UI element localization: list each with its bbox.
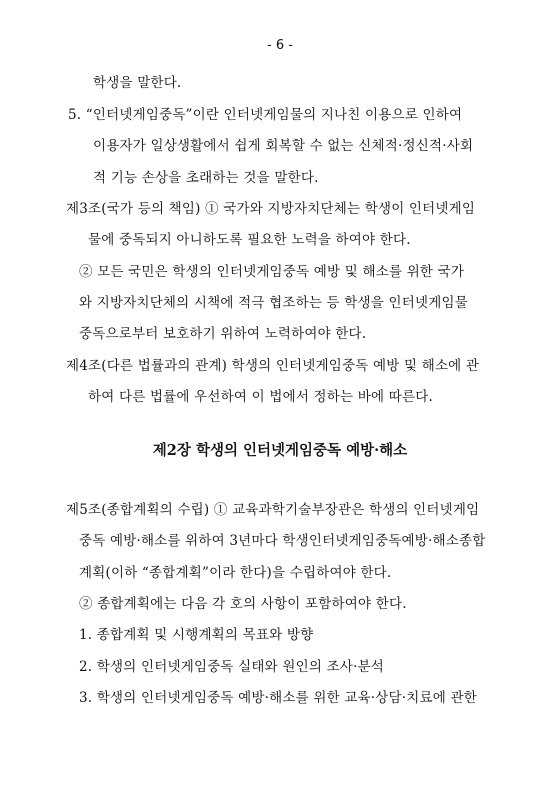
article-4-heading: 제4조(다른 법률과의 관계) 학생의 인터넷게임중독 예방 및 해소에 관 xyxy=(66,358,480,374)
page-number: - 6 - xyxy=(267,38,293,53)
article-3-paragraph-2: ② 모든 국민은 학생의 인터넷게임중독 예방 및 해소를 위한 국가 xyxy=(79,264,465,280)
article-3-heading: 제3조(국가 등의 책임) ① 국가와 지방자치단체는 학생이 인터넷게임 xyxy=(66,201,476,217)
text-line-6: 물에 중독되지 아니하도록 필요한 노력을 하여야 한다. xyxy=(88,232,411,248)
chapter-title: 제2장 학생의 인터넷게임중독 예방·해소 xyxy=(152,442,408,459)
text-line-3: 이용자가 일상생활에서 쉽게 회복할 수 없는 신체적·정신적·사회 xyxy=(93,138,474,154)
text-line-4: 적 기능 손상을 초래하는 것을 말한다. xyxy=(93,170,319,186)
text-line-11: 하여 다른 법률에 우선하여 이 법에서 정하는 바에 따른다. xyxy=(88,389,433,405)
text-line-1: 학생을 말한다. xyxy=(93,75,182,91)
text-line-14: 계획(이하 “종합계획”이라 한다)을 수립하여야 한다. xyxy=(79,565,392,581)
article-5-heading: 제5조(종합계획의 수립) ① 교육과학기술부장관은 학생의 인터넷게임 xyxy=(66,502,480,518)
list-item-5: 5. “인터넷게임중독”이란 인터넷게임물의 지나친 이용으로 인하여 xyxy=(68,107,463,123)
text-line-8: 와 지방자치단체의 시책에 적극 협조하는 등 학생을 인터넷게임물 xyxy=(79,295,468,311)
list-item-1: 1. 종합계획 및 시행계획의 목표와 방향 xyxy=(79,627,314,643)
list-item-3: 3. 학생의 인터넷게임중독 예방·해소를 위한 교육·상담·치료에 관한 xyxy=(79,690,477,706)
list-item-2: 2. 학생의 인터넷게임중독 실태와 원인의 조사·분석 xyxy=(79,659,385,675)
text-line-9: 중독으로부터 보호하기 위하여 노력하여야 한다. xyxy=(79,326,367,342)
article-5-paragraph-2: ② 종합계획에는 다음 각 호의 사항이 포함하여야 한다. xyxy=(79,596,407,612)
text-line-13: 중독 예방·해소를 위하여 3년마다 학생인터넷게임중독예방·해소종합 xyxy=(79,533,486,549)
